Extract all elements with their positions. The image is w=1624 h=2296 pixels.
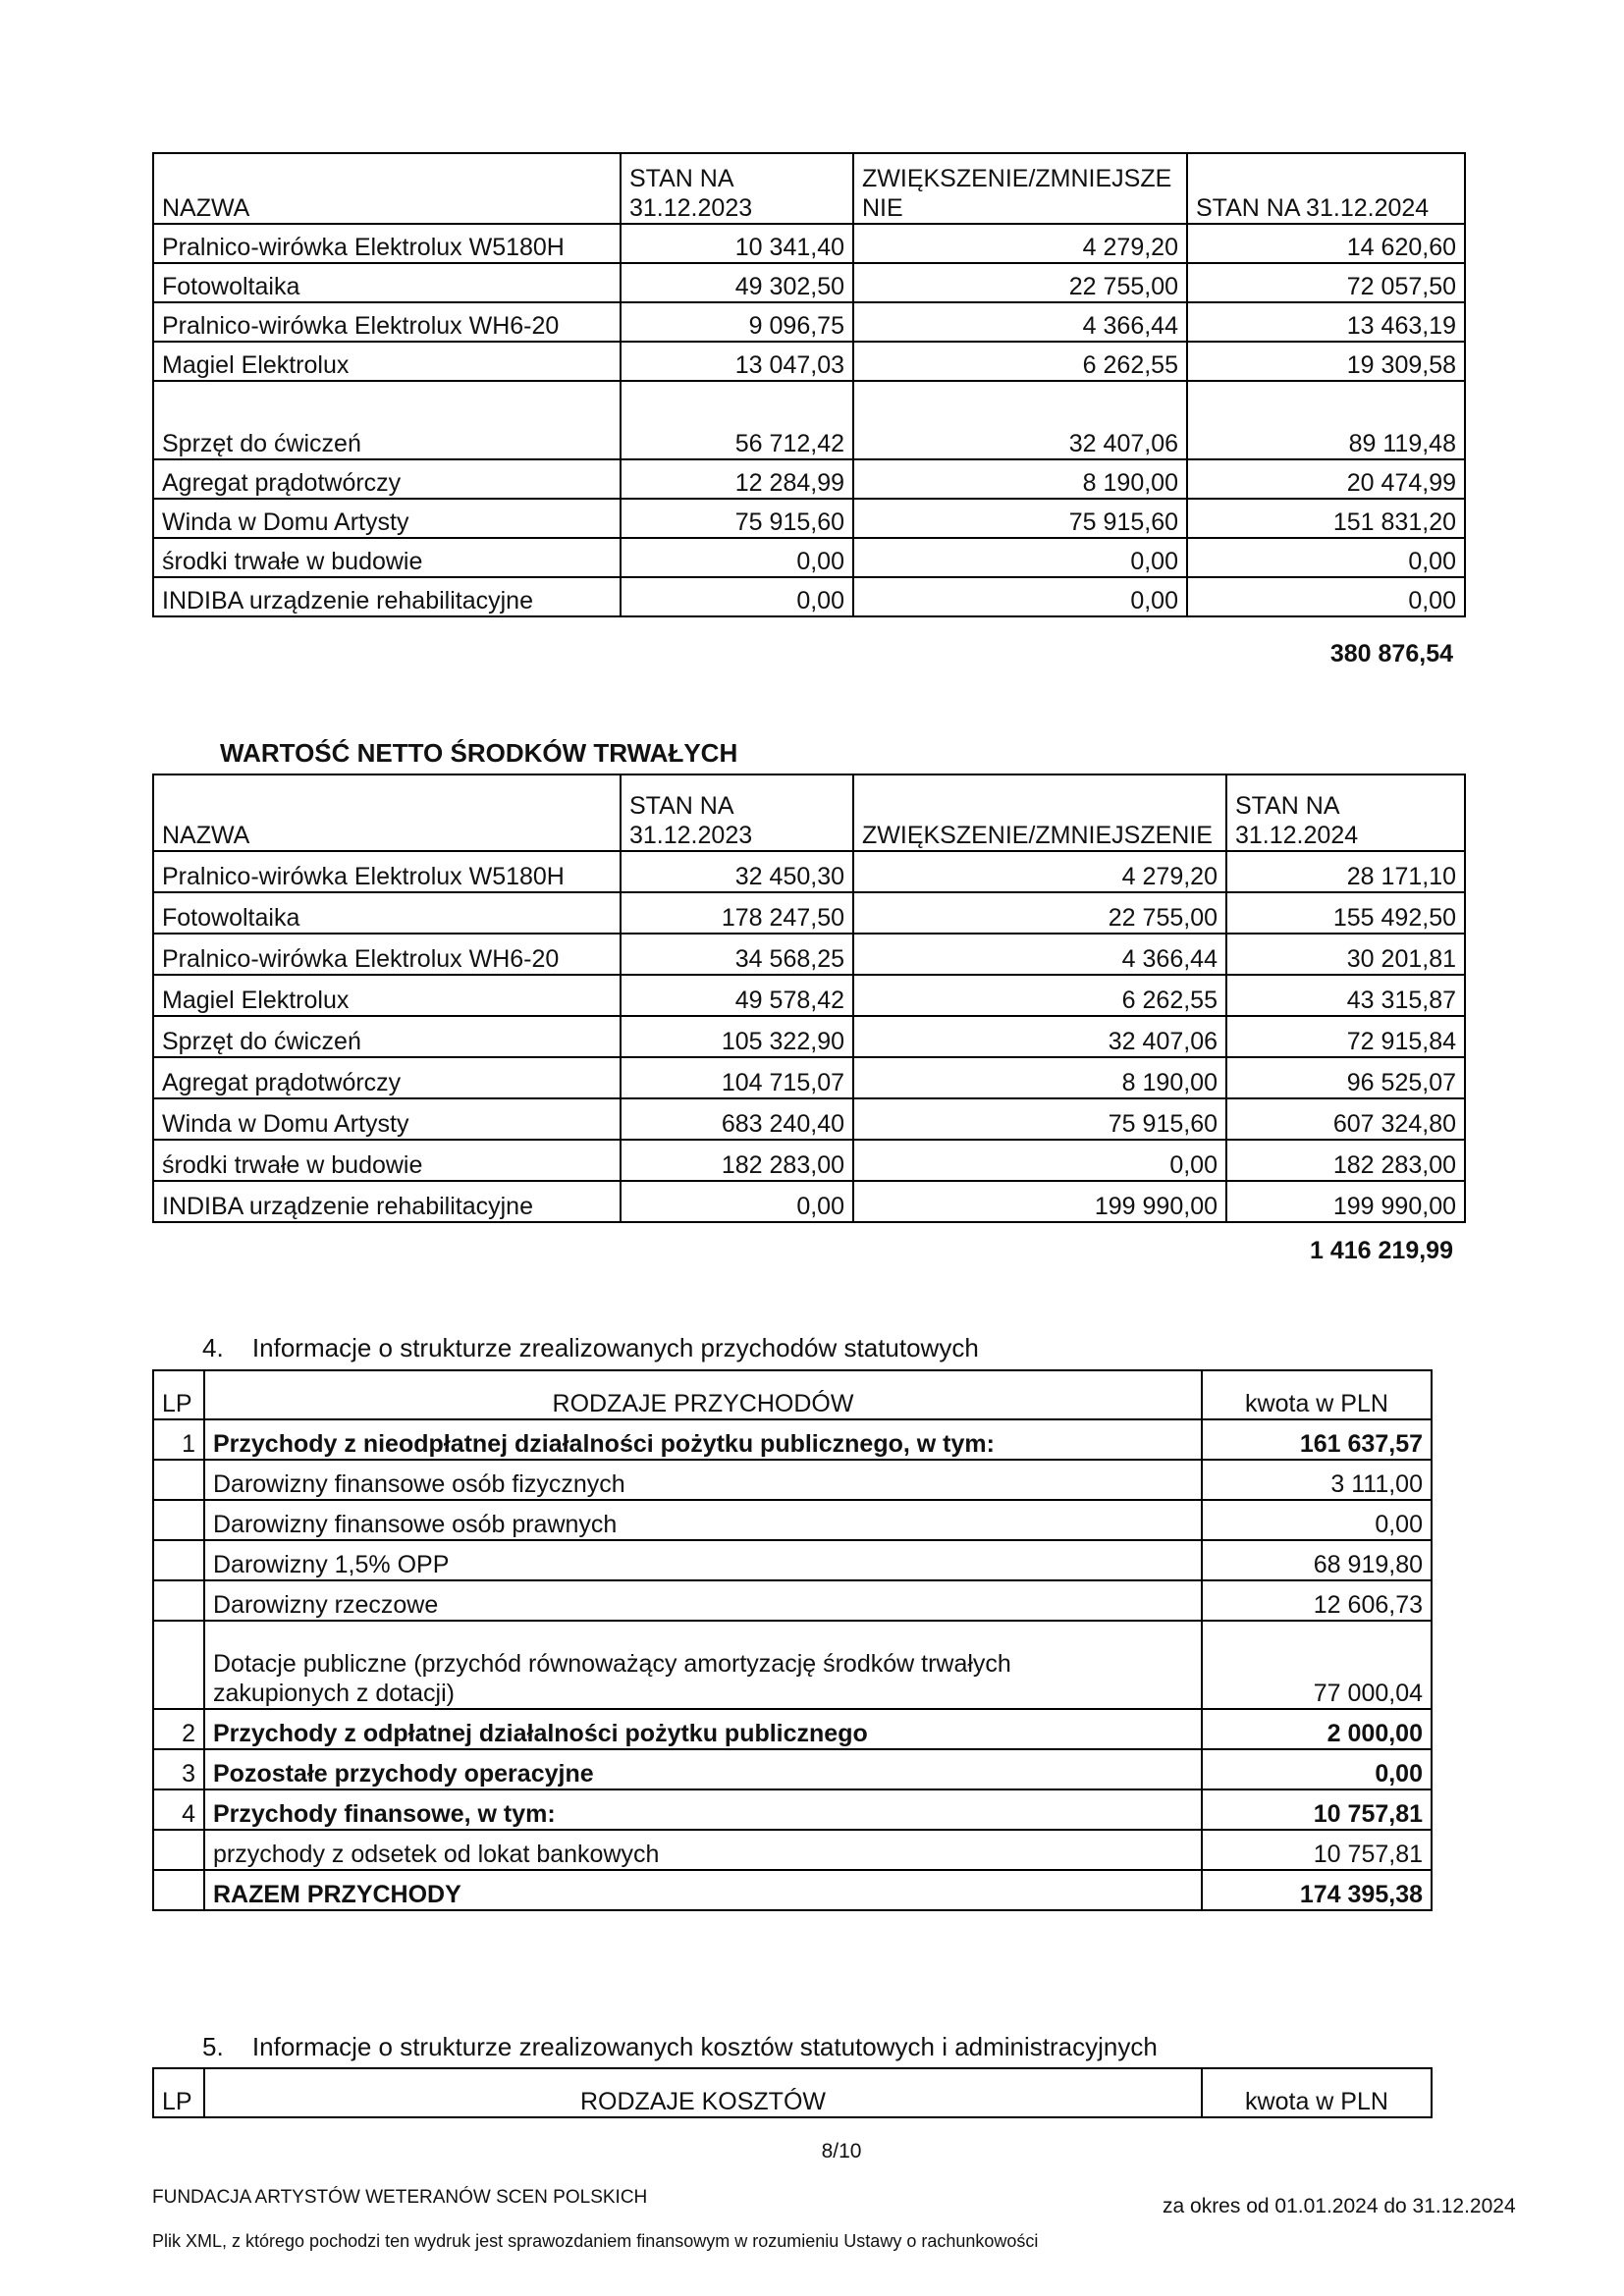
asset-name-cell: środki trwałe w budowie xyxy=(153,538,621,577)
table-row xyxy=(153,1016,1465,1057)
cost-header-lp: LP xyxy=(153,2068,204,2117)
amount-cell: 43 315,87 xyxy=(1226,975,1465,1016)
amount-cell: 19 309,58 xyxy=(1187,342,1465,381)
table-row xyxy=(153,1057,1465,1098)
revenue-name-cell: Darowizny 1,5% OPP xyxy=(204,1540,1202,1580)
revenue-name-cell: Dotacje publiczne (przychód równoważący amortyzację środków trwałych zakupionych z dotacji) xyxy=(204,1621,1202,1709)
amount-cell: 96 525,07 xyxy=(1226,1057,1465,1098)
table1-header-3: STAN NA 31.12.2024 xyxy=(1187,153,1465,224)
amount-cell: 6 262,55 xyxy=(853,975,1226,1016)
revenue-header-amount: kwota w PLN xyxy=(1202,1370,1432,1419)
table-row xyxy=(153,1749,1432,1789)
asset-name-cell: Sprzęt do ćwiczeń xyxy=(153,1016,621,1057)
amount-cell: 4 366,44 xyxy=(853,934,1226,975)
table-row xyxy=(153,1709,1432,1749)
amount-cell: 178 247,50 xyxy=(621,892,853,934)
table-row xyxy=(153,263,1465,302)
amount-cell: 75 915,60 xyxy=(621,499,853,538)
amount-cell: 199 990,00 xyxy=(853,1181,1226,1222)
table-row xyxy=(153,577,1465,616)
revenue-amount-cell: 10 757,81 xyxy=(1202,1830,1432,1870)
amount-cell: 0,00 xyxy=(853,1140,1226,1181)
amount-cell: 32 407,06 xyxy=(853,381,1187,459)
revenue-header-type: RODZAJE PRZYCHODÓW xyxy=(204,1370,1202,1419)
amount-cell: 104 715,07 xyxy=(621,1057,853,1098)
cost-header-amount: kwota w PLN xyxy=(1202,2068,1432,2117)
revenue-name-cell: Przychody z odpłatnej działalności pożytku publicznego xyxy=(204,1709,1202,1749)
revenue-lp-cell: 4 xyxy=(153,1789,204,1830)
amount-cell: 607 324,80 xyxy=(1226,1098,1465,1140)
asset-name-cell: Winda w Domu Artysty xyxy=(153,499,621,538)
amount-cell: 72 915,84 xyxy=(1226,1016,1465,1057)
table2-header-3: STAN NA 31.12.2024 xyxy=(1226,774,1465,851)
revenue-header-lp: LP xyxy=(153,1370,204,1419)
revenue-amount-cell: 0,00 xyxy=(1202,1500,1432,1540)
cost-structure-table xyxy=(152,2067,1433,2118)
revenue-amount-cell: 161 637,57 xyxy=(1202,1419,1432,1460)
amount-cell: 182 283,00 xyxy=(621,1140,853,1181)
section4-heading xyxy=(202,1333,979,1363)
asset-name-cell: Pralnico-wirówka Elektrolux WH6-20 xyxy=(153,934,621,975)
amount-cell: 49 302,50 xyxy=(621,263,853,302)
revenue-lp-cell xyxy=(153,1540,204,1580)
amount-cell: 28 171,10 xyxy=(1226,851,1465,892)
table-row xyxy=(153,1870,1432,1910)
table-row xyxy=(153,1789,1432,1830)
amount-cell: 13 463,19 xyxy=(1187,302,1465,342)
amount-cell: 8 190,00 xyxy=(853,1057,1226,1098)
table2-header-0: NAZWA xyxy=(153,774,621,851)
table-row xyxy=(153,381,1465,459)
table-row xyxy=(153,1140,1465,1181)
asset-name-cell: Pralnico-wirówka Elektrolux WH6-20 xyxy=(153,302,621,342)
asset-name-cell: INDIBA urządzenie rehabilitacyjne xyxy=(153,1181,621,1222)
table2-header-1: STAN NA 31.12.2023 xyxy=(621,774,853,851)
amount-cell: 199 990,00 xyxy=(1226,1181,1465,1222)
amount-cell: 0,00 xyxy=(1187,577,1465,616)
asset-name-cell: Pralnico-wirówka Elektrolux W5180H xyxy=(153,851,621,892)
revenue-name-cell: Przychody finansowe, w tym: xyxy=(204,1789,1202,1830)
amount-cell: 0,00 xyxy=(621,1181,853,1222)
amount-cell: 8 190,00 xyxy=(853,459,1187,499)
revenue-name-cell: RAZEM PRZYCHODY xyxy=(204,1870,1202,1910)
asset-name-cell: INDIBA urządzenie rehabilitacyjne xyxy=(153,577,621,616)
table1-header-0: NAZWA xyxy=(153,153,621,224)
revenue-lp-cell xyxy=(153,1621,204,1709)
table-row xyxy=(153,459,1465,499)
revenue-amount-cell: 12 606,73 xyxy=(1202,1580,1432,1621)
asset-name-cell: Fotowoltaika xyxy=(153,263,621,302)
revenue-name-cell: Przychody z nieodpłatnej działalności pożytku publicznego, w tym: xyxy=(204,1419,1202,1460)
amount-cell: 22 755,00 xyxy=(853,892,1226,934)
asset-name-cell: Pralnico-wirówka Elektrolux W5180H xyxy=(153,224,621,263)
amount-cell: 13 047,03 xyxy=(621,342,853,381)
revenue-amount-cell: 68 919,80 xyxy=(1202,1540,1432,1580)
section5-number: 5. xyxy=(202,2032,224,2061)
table-row xyxy=(153,1419,1432,1460)
table-row xyxy=(153,975,1465,1016)
table-row xyxy=(153,1181,1465,1222)
section5-title: Informacje o strukturze zrealizowanych kosztów statutowych i administracyjnych xyxy=(251,2032,1158,2061)
section5-heading xyxy=(202,2032,1158,2062)
revenue-lp-cell: 2 xyxy=(153,1709,204,1749)
amount-cell: 30 201,81 xyxy=(1226,934,1465,975)
revenue-name-cell: Darowizny finansowe osób fizycznych xyxy=(204,1460,1202,1500)
table-row xyxy=(153,499,1465,538)
amount-cell: 155 492,50 xyxy=(1226,892,1465,934)
amount-cell: 4 366,44 xyxy=(853,302,1187,342)
revenue-amount-cell: 10 757,81 xyxy=(1202,1789,1432,1830)
table-row xyxy=(153,224,1465,263)
asset-name-cell: środki trwałe w budowie xyxy=(153,1140,621,1181)
table-row xyxy=(153,934,1465,975)
table-row xyxy=(153,1830,1432,1870)
amount-cell: 12 284,99 xyxy=(621,459,853,499)
table-row xyxy=(153,1540,1432,1580)
amount-cell: 34 568,25 xyxy=(621,934,853,975)
amount-cell: 14 620,60 xyxy=(1187,224,1465,263)
table-row xyxy=(153,1460,1432,1500)
table-row xyxy=(153,1500,1432,1540)
revenue-structure-table xyxy=(152,1369,1433,1911)
table-row xyxy=(153,1098,1465,1140)
table2-total: 1 416 219,99 xyxy=(1310,1237,1453,1264)
table-row xyxy=(153,1621,1432,1709)
fixed-assets-table-net xyxy=(152,774,1466,1223)
amount-cell: 56 712,42 xyxy=(621,381,853,459)
table-row xyxy=(153,1580,1432,1621)
amount-cell: 72 057,50 xyxy=(1187,263,1465,302)
section4-number: 4. xyxy=(202,1333,224,1362)
amount-cell: 20 474,99 xyxy=(1187,459,1465,499)
revenue-lp-cell xyxy=(153,1500,204,1540)
revenue-name-cell: przychody z odsetek od lokat bankowych xyxy=(204,1830,1202,1870)
table1-total: 380 876,54 xyxy=(1329,640,1453,667)
amount-cell: 4 279,20 xyxy=(853,224,1187,263)
cost-header-type: RODZAJE KOSZTÓW xyxy=(204,2068,1202,2117)
amount-cell: 10 341,40 xyxy=(621,224,853,263)
revenue-name-cell: Darowizny rzeczowe xyxy=(204,1580,1202,1621)
fixed-assets-table-gross xyxy=(152,152,1466,617)
table-row xyxy=(153,892,1465,934)
asset-name-cell: Winda w Domu Artysty xyxy=(153,1098,621,1140)
amount-cell: 75 915,60 xyxy=(853,1098,1226,1140)
section4-title: Informacje o strukturze zrealizowanych przychodów statutowych xyxy=(251,1333,979,1362)
asset-name-cell: Agregat prądotwórczy xyxy=(153,1057,621,1098)
table-row xyxy=(153,342,1465,381)
asset-name-cell: Magiel Elektrolux xyxy=(153,975,621,1016)
table1-header-2: ZWIĘKSZENIE/ZMNIEJSZE NIE xyxy=(853,153,1187,224)
revenue-amount-cell: 174 395,38 xyxy=(1202,1870,1432,1910)
revenue-name-cell: Darowizny finansowe osób prawnych xyxy=(204,1500,1202,1540)
footer-organization: FUNDACJA ARTYSTÓW WETERANÓW SCEN POLSKICH xyxy=(152,2187,648,2208)
revenue-lp-cell xyxy=(153,1870,204,1910)
revenue-name-cell: Pozostałe przychody operacyjne xyxy=(204,1749,1202,1789)
amount-cell: 0,00 xyxy=(853,538,1187,577)
amount-cell: 6 262,55 xyxy=(853,342,1187,381)
revenue-amount-cell: 0,00 xyxy=(1202,1749,1432,1789)
amount-cell: 9 096,75 xyxy=(621,302,853,342)
asset-name-cell: Agregat prądotwórczy xyxy=(153,459,621,499)
amount-cell: 75 915,60 xyxy=(853,499,1187,538)
amount-cell: 4 279,20 xyxy=(853,851,1226,892)
page-number: 8/10 xyxy=(821,2140,862,2163)
footer-period: za okres od 01.01.2024 do 31.12.2024 xyxy=(1163,2195,1516,2217)
amount-cell: 0,00 xyxy=(853,577,1187,616)
amount-cell: 89 119,48 xyxy=(1187,381,1465,459)
asset-name-cell: Fotowoltaika xyxy=(153,892,621,934)
revenue-lp-cell: 3 xyxy=(153,1749,204,1789)
amount-cell: 32 450,30 xyxy=(621,851,853,892)
amount-cell: 0,00 xyxy=(621,538,853,577)
amount-cell: 151 831,20 xyxy=(1187,499,1465,538)
table2-title: WARTOŚĆ NETTO ŚRODKÓW TRWAŁYCH xyxy=(220,738,738,768)
amount-cell: 683 240,40 xyxy=(621,1098,853,1140)
asset-name-cell: Sprzęt do ćwiczeń xyxy=(153,381,621,459)
table-row xyxy=(153,302,1465,342)
revenue-lp-cell: 1 xyxy=(153,1419,204,1460)
amount-cell: 0,00 xyxy=(1187,538,1465,577)
amount-cell: 182 283,00 xyxy=(1226,1140,1465,1181)
amount-cell: 105 322,90 xyxy=(621,1016,853,1057)
table1-header-1: STAN NA 31.12.2023 xyxy=(621,153,853,224)
revenue-amount-cell: 3 111,00 xyxy=(1202,1460,1432,1500)
revenue-lp-cell xyxy=(153,1580,204,1621)
footer-legal-note: Plik XML, z którego pochodzi ten wydruk jest sprawozdaniem finansowym w rozumieniu Ustawy o rachunkowości xyxy=(152,2231,1039,2251)
amount-cell: 49 578,42 xyxy=(621,975,853,1016)
table-row xyxy=(153,538,1465,577)
amount-cell: 22 755,00 xyxy=(853,263,1187,302)
revenue-amount-cell: 2 000,00 xyxy=(1202,1709,1432,1749)
revenue-lp-cell xyxy=(153,1830,204,1870)
table2-header-2: ZWIĘKSZENIE/ZMNIEJSZENIE xyxy=(853,774,1226,851)
amount-cell: 32 407,06 xyxy=(853,1016,1226,1057)
asset-name-cell: Magiel Elektrolux xyxy=(153,342,621,381)
revenue-lp-cell xyxy=(153,1460,204,1500)
table-row xyxy=(153,851,1465,892)
revenue-amount-cell: 77 000,04 xyxy=(1202,1621,1432,1709)
amount-cell: 0,00 xyxy=(621,577,853,616)
